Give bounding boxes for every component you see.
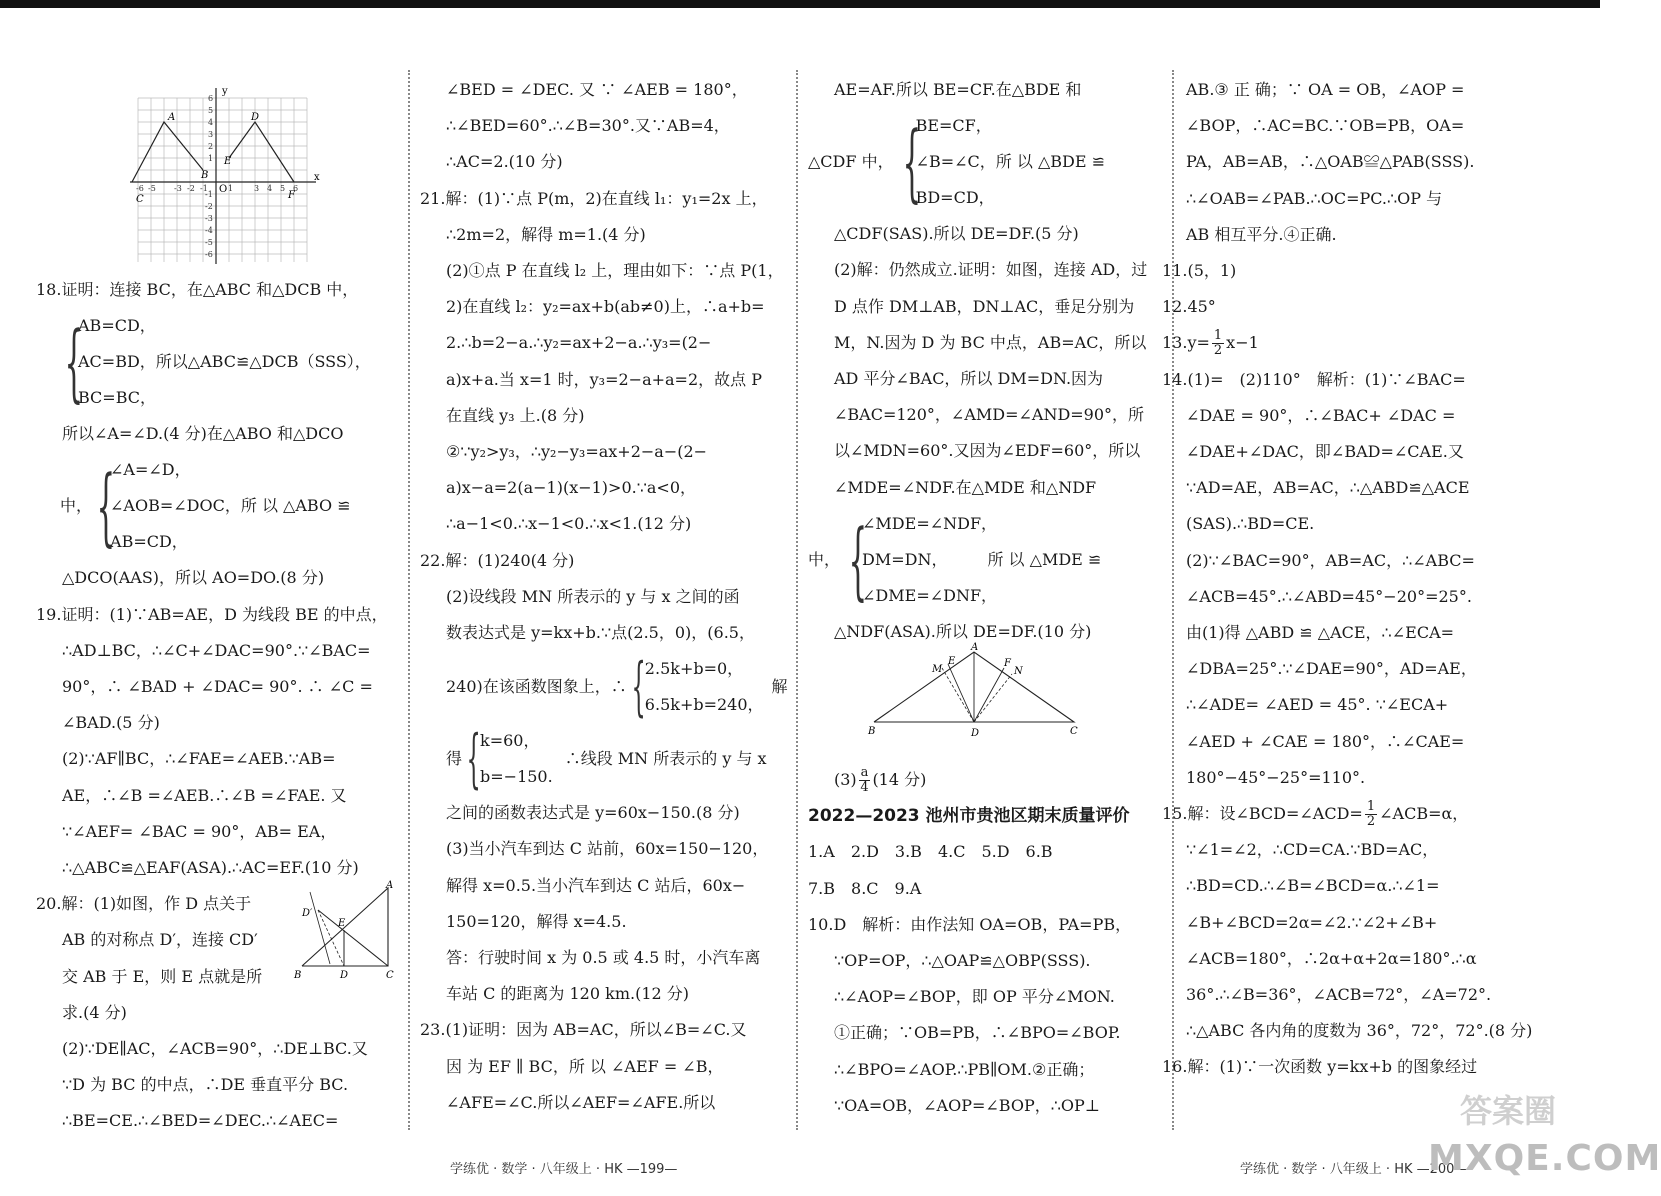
brace-icon: { bbox=[466, 722, 481, 797]
q23-figure bbox=[864, 644, 1094, 740]
text-line: ①正确；∵OB=PB，∴∠BPO=∠BOP. bbox=[834, 1023, 1121, 1043]
text-line: 180°−45°−25°=110°. bbox=[1186, 767, 1366, 787]
text-line: AE=AF.所以 BE=CF.在△BDE 和 bbox=[834, 80, 1082, 99]
brace-icon: { bbox=[64, 313, 84, 412]
svg-text:C: C bbox=[386, 970, 394, 981]
text-line: △CDF(SAS).所以 DE=DF.(5 分) bbox=[834, 224, 1079, 244]
column-divider bbox=[408, 70, 410, 1130]
svg-text:2: 2 bbox=[208, 142, 214, 151]
q19-line: 90°，∴ ∠BAD + ∠DAC= 90°. ∴ ∠C = bbox=[62, 677, 373, 697]
system-suffix: ∴线段 MN 所表示的 y 与 x bbox=[564, 749, 767, 769]
svg-text:-6: -6 bbox=[205, 250, 213, 259]
text-line: 12.45° bbox=[1162, 297, 1216, 317]
q19-line: (2)∵AF∥BC，∴∠FAE=∠AEB.∵AB= bbox=[62, 749, 336, 769]
text-line: (2)①点 P 在直线 l₂ 上，理由如下：∵点 P(1， bbox=[446, 261, 784, 281]
svg-text:D: D bbox=[251, 112, 260, 123]
system-prefix: 中， bbox=[60, 496, 93, 516]
x-ticks bbox=[136, 184, 298, 193]
system-prefix: △CDF 中， bbox=[808, 152, 894, 172]
footer-left: 学练优 · 数学 · 八年级上 · HK —199— bbox=[450, 1162, 678, 1177]
system-prefix: 得 bbox=[446, 749, 463, 769]
denominator: 2 bbox=[1213, 343, 1223, 359]
svg-text:D: D bbox=[971, 728, 980, 739]
svg-text:F: F bbox=[288, 190, 295, 201]
text-line: 16.解：(1)∵一次函数 y=kx+b 的图象经过 bbox=[1162, 1057, 1478, 1077]
q20-line: (2)∵DE∥AC，∠ACB=90°，∴DE⊥BC.又 bbox=[62, 1039, 368, 1059]
q19-line: AE，∴∠B =∠AEB.∴∠B =∠FAE. 又 bbox=[62, 785, 347, 805]
text-line: (2)解：仍然成立.证明：如图，连接 AD，过 bbox=[834, 260, 1148, 280]
q20-figure bbox=[290, 880, 400, 980]
svg-text:D: D bbox=[340, 970, 349, 981]
text-line: (2)设线段 MN 所表示的 y 与 x 之间的函 bbox=[446, 586, 740, 606]
svg-text:-2: -2 bbox=[205, 202, 213, 211]
q20-line: 求.(4 分) bbox=[62, 1002, 127, 1022]
text-line: ∠ACB=180°，∴2α+α+2α=180°.∴α bbox=[1186, 948, 1477, 968]
q13-suffix: x−1 bbox=[1226, 333, 1259, 353]
text-line: (3)当小汽车到达 C 站前，60x=150−120， bbox=[446, 839, 769, 859]
q19-line: ∠BAD.(5 分) bbox=[62, 713, 160, 733]
text-line: AB 相互平分.④正确. bbox=[1186, 224, 1337, 244]
denominator: 4 bbox=[860, 780, 869, 796]
y-axis-label: y bbox=[222, 86, 228, 97]
text-line: 14.(1)= (2)110° 解析：(1)∵∠BAC= bbox=[1162, 369, 1466, 389]
numerator: 1 bbox=[1213, 328, 1223, 344]
svg-text:A: A bbox=[168, 112, 176, 123]
text-line: ∠BOP，∴AC=BC.∵OB=PB，OA= bbox=[1186, 116, 1465, 136]
q13-line bbox=[1162, 325, 1546, 361]
text-line: ∴∠ADE= ∠AED = 45°. ∵∠ECA+ bbox=[1186, 695, 1449, 715]
system-prefix: 中， bbox=[808, 549, 841, 569]
system-line: ∠AOB=∠DOC，所 以 △ABO ≌ bbox=[110, 496, 351, 516]
svg-text:N: N bbox=[1014, 666, 1023, 677]
svg-text:E: E bbox=[338, 918, 346, 929]
brace-icon: { bbox=[631, 650, 646, 725]
q22-system-1 bbox=[420, 651, 792, 723]
svg-text:-3: -3 bbox=[174, 184, 182, 193]
q23-part3 bbox=[808, 762, 1168, 798]
text-line: D 点作 DM⊥AB，DN⊥AC，垂足分别为 bbox=[834, 296, 1135, 316]
svg-text:4: 4 bbox=[208, 118, 214, 127]
system-line: 2.5k+b=0， bbox=[644, 659, 744, 679]
system-line: ∠DME=∠DNF， bbox=[862, 585, 998, 605]
svg-text:-3: -3 bbox=[205, 214, 213, 223]
system-line: BD=CD， bbox=[915, 188, 995, 208]
text-line: ∠ACB=45°.∴∠ABD=45°−20°=25°. bbox=[1186, 586, 1472, 606]
numerator: a bbox=[860, 765, 869, 781]
svg-text:D′: D′ bbox=[302, 908, 313, 919]
q3-suffix: (14 分) bbox=[872, 770, 927, 790]
text-line: 2.∴b=2−a.∴y₂=ax+2−a.∴y₃=(2− bbox=[446, 333, 712, 353]
q18-line: △DCO(AAS)，所以 AO=DO.(8 分) bbox=[62, 568, 325, 588]
text-line: ∴AC=2.(10 分) bbox=[446, 152, 563, 172]
coordinate-graph bbox=[128, 84, 328, 266]
text-line: 22.解：(1)240(4 分) bbox=[420, 550, 575, 570]
text-line: 10.D 解析：由作法知 OA=OB，PA=PB， bbox=[808, 914, 1132, 934]
svg-text:-6: -6 bbox=[136, 184, 144, 193]
text-line: ∴∠AOP=∠BOP，即 OP 平分∠MON. bbox=[834, 987, 1115, 1007]
text-line: 答：行驶时间 x 为 0.5 或 4.5 时，小汽车离 bbox=[446, 948, 761, 968]
system-line: AC=BD，所以△ABC≌△DCB（SSS）， bbox=[78, 352, 371, 372]
text-line: ∴BD=CD.∴∠B=∠BCD=α.∴∠1= bbox=[1186, 876, 1440, 896]
system-suffix: 解 bbox=[771, 677, 788, 697]
text-line: (2)∵∠BAC=90°，AB=AC，∴∠ABC= bbox=[1186, 550, 1475, 570]
q20-line: ∴BE=CE.∴∠BED=∠DEC.∴∠AEC= bbox=[62, 1111, 339, 1131]
numerator: 1 bbox=[1366, 799, 1376, 815]
q20-line: AB 的对称点 D′，连接 CD′ bbox=[62, 930, 258, 950]
brace-icon: { bbox=[902, 113, 921, 212]
answers-line: 1.A 2.D 3.B 4.C 5.D 6.B bbox=[808, 842, 1053, 862]
fig23-labels bbox=[867, 642, 1078, 739]
top-border bbox=[0, 0, 1600, 8]
text-line: PA，AB=AB，∴△OAB≌△PAB(SSS). bbox=[1186, 152, 1475, 172]
column-divider bbox=[1172, 70, 1174, 1130]
q3-prefix: (3) bbox=[834, 770, 857, 790]
svg-text:3: 3 bbox=[208, 130, 214, 139]
column-3 bbox=[808, 72, 1168, 1124]
q18-system-2 bbox=[36, 452, 396, 560]
column-2 bbox=[420, 72, 792, 1121]
text-line: 150=120，解得 x=4.5. bbox=[446, 911, 627, 931]
text-line: ∴a−1<0.∴x−1<0.∴x<1.(12 分) bbox=[446, 514, 692, 534]
text-line: ∠B+∠BCD=2α=∠2.∵∠2+∠B+ bbox=[1186, 912, 1438, 932]
svg-text:B: B bbox=[294, 970, 302, 981]
svg-text:-4: -4 bbox=[205, 226, 213, 235]
q19-line: ∴△ABC≌△EAF(ASA).∴AC=EF.(10 分) bbox=[62, 858, 359, 878]
svg-text:6: 6 bbox=[208, 94, 214, 103]
denominator: 2 bbox=[1366, 814, 1376, 830]
watermark-top: 答案圈 bbox=[1460, 1092, 1557, 1130]
column-4 bbox=[1162, 72, 1546, 1086]
text-line: ∴∠OAB=∠PAB.∴OC=PC.∴OP 与 bbox=[1186, 188, 1443, 208]
fraction bbox=[1212, 329, 1224, 358]
q23-system-1 bbox=[808, 108, 1168, 216]
text-line: ∴2m=2，解得 m=1.(4 分) bbox=[446, 224, 646, 244]
text-line: ∠AFE=∠C.所以∠AEF=∠AFE.所以 bbox=[446, 1092, 716, 1112]
fraction bbox=[859, 766, 871, 795]
svg-text:C: C bbox=[136, 194, 144, 205]
q13-prefix: 13.y= bbox=[1162, 333, 1210, 353]
text-line: (SAS).∴BD=CE. bbox=[1186, 514, 1315, 534]
text-line: ∠AED + ∠CAE = 180°，∴∠CAE= bbox=[1186, 731, 1465, 751]
system-line: AB=CD， bbox=[78, 316, 156, 336]
text-line: 之间的函数表达式是 y=60x−150.(8 分) bbox=[446, 803, 740, 823]
text-line: ∴△ABC 各内角的度数为 36°，72°，72°.(8 分) bbox=[1186, 1021, 1533, 1041]
footer-right: 学练优 · 数学 · 八年级上 · HK —200— bbox=[1240, 1162, 1468, 1177]
text-line: ∵OP=OP，∴△OAP≌△OBP(SSS). bbox=[834, 951, 1091, 971]
text-line: M，N.因为 D 为 BC 中点，AB=AC，所以 bbox=[834, 332, 1147, 352]
text-line: ∠BAC=120°，∠AMD=∠AND=90°，所 bbox=[834, 405, 1145, 425]
svg-text:M: M bbox=[932, 664, 943, 675]
text-line: 由(1)得 △ABD ≌ △ACE，∴∠ECA= bbox=[1186, 623, 1455, 643]
q22-system-2 bbox=[420, 723, 792, 795]
svg-text:-5: -5 bbox=[205, 238, 213, 247]
text-line: ②∵y₂>y₃，∴y₂−y₃=ax+2−a−(2− bbox=[446, 442, 708, 462]
q23-system-2 bbox=[808, 506, 1168, 614]
origin-label: O bbox=[219, 184, 228, 195]
text-line: 23.(1)证明：因为 AB=AC，所以∠B=∠C.又 bbox=[420, 1020, 747, 1040]
text-line: 11.(5，1) bbox=[1162, 261, 1237, 281]
section-title: 2022—2023 池州市贵池区期末质量评价 bbox=[808, 806, 1130, 827]
svg-text:1: 1 bbox=[208, 154, 214, 163]
watermark-bottom: MXQE.COM bbox=[1428, 1138, 1661, 1179]
brace-icon: { bbox=[848, 510, 868, 609]
text-line: 2)在直线 l₂：y₂=ax+b(ab≠0)上，∴a+b= bbox=[446, 297, 765, 317]
q15-prefix: 15.解：设∠BCD=∠ACD= bbox=[1162, 804, 1363, 824]
svg-text:C: C bbox=[1070, 726, 1078, 737]
text-line: ∠MDE=∠NDF.在△MDE 和△NDF bbox=[834, 477, 1097, 497]
q20-line: 20.解：(1)如图，作 D 点关于 bbox=[36, 894, 252, 914]
text-line: a)x−a=2(a−1)(x−1)>0.∵a<0， bbox=[446, 478, 697, 498]
q19-line: ∵∠AEF= ∠BAC = 90°，AB= EA， bbox=[62, 821, 337, 841]
q20-line: ∵D 为 BC 的中点，∴DE 垂直平分 BC. bbox=[62, 1075, 349, 1095]
text-line: ∵OA=OB，∠AOP=∠BOP，∴OP⊥ bbox=[834, 1095, 1100, 1115]
fraction bbox=[1365, 800, 1377, 829]
system-line: b=−150. bbox=[480, 767, 553, 787]
svg-text:1: 1 bbox=[228, 184, 234, 193]
q15-suffix: ∠ACB=α， bbox=[1379, 804, 1469, 824]
column-divider bbox=[796, 70, 798, 1130]
system-line: 6.5k+b=240， bbox=[644, 695, 764, 715]
brace-icon: { bbox=[96, 457, 116, 556]
svg-text:A: A bbox=[386, 880, 394, 891]
svg-text:5: 5 bbox=[208, 106, 214, 115]
q15-line bbox=[1162, 796, 1546, 832]
q18-system-1 bbox=[36, 308, 396, 416]
text-line: a)x+a.当 x=1 时，y₃=2−a+a=2，故点 P bbox=[446, 369, 762, 389]
q18-line: 所以∠A=∠D.(4 分)在△ABO 和△DCO bbox=[62, 424, 344, 444]
answers-line: 7.B 8.C 9.A bbox=[808, 878, 922, 898]
text-line: 因 为 EF ∥ BC，所 以 ∠AEF = ∠B， bbox=[446, 1056, 724, 1076]
svg-text:3: 3 bbox=[254, 184, 260, 193]
text-line: 解得 x=0.5.当小汽车到达 C 站后，60x− bbox=[446, 875, 746, 895]
svg-text:B: B bbox=[868, 726, 876, 737]
system-prefix: 240)在该函数图象上，∴ bbox=[446, 677, 627, 697]
svg-text:A: A bbox=[971, 642, 979, 653]
text-line: 36°.∴∠B=36°，∠ACB=72°，∠A=72°. bbox=[1186, 985, 1492, 1005]
text-line: AD 平分∠BAC，所以 DM=DN.因为 bbox=[834, 369, 1104, 389]
column-1 bbox=[36, 272, 396, 1140]
svg-text:5: 5 bbox=[280, 184, 286, 193]
q18-intro: 18.证明：连接 BC，在△ABC 和△DCB 中， bbox=[36, 280, 359, 299]
svg-text:B: B bbox=[201, 170, 209, 181]
system-line: ∠A=∠D， bbox=[110, 460, 191, 480]
system-line: k=60， bbox=[480, 731, 540, 751]
text-line: ∵AD=AE，AB=AC，∴△ABD≌△ACE bbox=[1186, 478, 1470, 498]
text-line: 21.解：(1)∵点 P(m，2)在直线 l₁：y₁=2x 上， bbox=[420, 188, 768, 208]
text-line: ∴∠BED=60°.∴∠B=30°.又∵AB=4， bbox=[446, 116, 730, 136]
text-line: △NDF(ASA).所以 DE=DF.(10 分) bbox=[834, 621, 1092, 641]
q19-line: ∴AD⊥BC，∴∠C+∠DAC=90°.∵∠BAC= bbox=[62, 640, 371, 660]
system-line: ∠MDE=∠NDF， bbox=[862, 513, 998, 533]
text-line: 在直线 y₃ 上.(8 分) bbox=[446, 405, 585, 425]
system-line: BC=BC， bbox=[78, 388, 157, 408]
watermark bbox=[1420, 1080, 1661, 1180]
svg-text:4: 4 bbox=[267, 184, 273, 193]
text-line: ∴∠BPO=∠AOP.∴PB∥OM.②正确； bbox=[834, 1059, 1095, 1079]
text-line: 数表达式是 y=kx+b.∵点(2.5，0)，(6.5， bbox=[446, 623, 755, 643]
svg-text:-5: -5 bbox=[148, 184, 156, 193]
x-axis-label: x bbox=[314, 172, 320, 183]
system-line: AB=CD， bbox=[110, 532, 188, 552]
text-line: ∠DBA=25°.∵∠DAE=90°，AD=AE， bbox=[1186, 659, 1477, 679]
text-line: AB.③ 正 确；∵ OA = OB，∠AOP = bbox=[1186, 80, 1465, 99]
system-line: BE=CF， bbox=[915, 116, 992, 136]
text-line: 车站 C 的距离为 120 km.(12 分) bbox=[446, 984, 690, 1004]
q20-line: 交 AB 于 E，则 E 点就是所 bbox=[62, 966, 263, 986]
system-line: DM=DN， 所 以 △MDE ≌ bbox=[862, 549, 1102, 569]
svg-text:E: E bbox=[224, 156, 232, 167]
svg-text:-1: -1 bbox=[205, 190, 213, 199]
text-line: 以∠MDN=60°.又因为∠EDF=60°，所以 bbox=[834, 441, 1141, 461]
svg-text:F: F bbox=[1004, 658, 1011, 669]
text-line: ∵∠1=∠2，∴CD=CA.∵BD=AC， bbox=[1186, 840, 1439, 860]
q19-line: 19.证明：(1)∵AB=AE，D 为线段 BE 的中点， bbox=[36, 604, 388, 624]
text-line: ∠BED = ∠DEC. 又 ∵ ∠AEB = 180°， bbox=[446, 80, 748, 99]
svg-text:6: 6 bbox=[293, 184, 299, 193]
svg-text:-1: -1 bbox=[200, 184, 208, 193]
system-line: ∠B=∠C，所 以 △BDE ≌ bbox=[915, 152, 1106, 172]
svg-text:-2: -2 bbox=[187, 184, 195, 193]
svg-text:E: E bbox=[948, 656, 956, 667]
text-line: ∠DAE = 90°，∴∠BAC+ ∠DAC = bbox=[1186, 405, 1456, 425]
text-line: ∠DAE+∠DAC，即∠BAD=∠CAE.又 bbox=[1186, 442, 1464, 462]
